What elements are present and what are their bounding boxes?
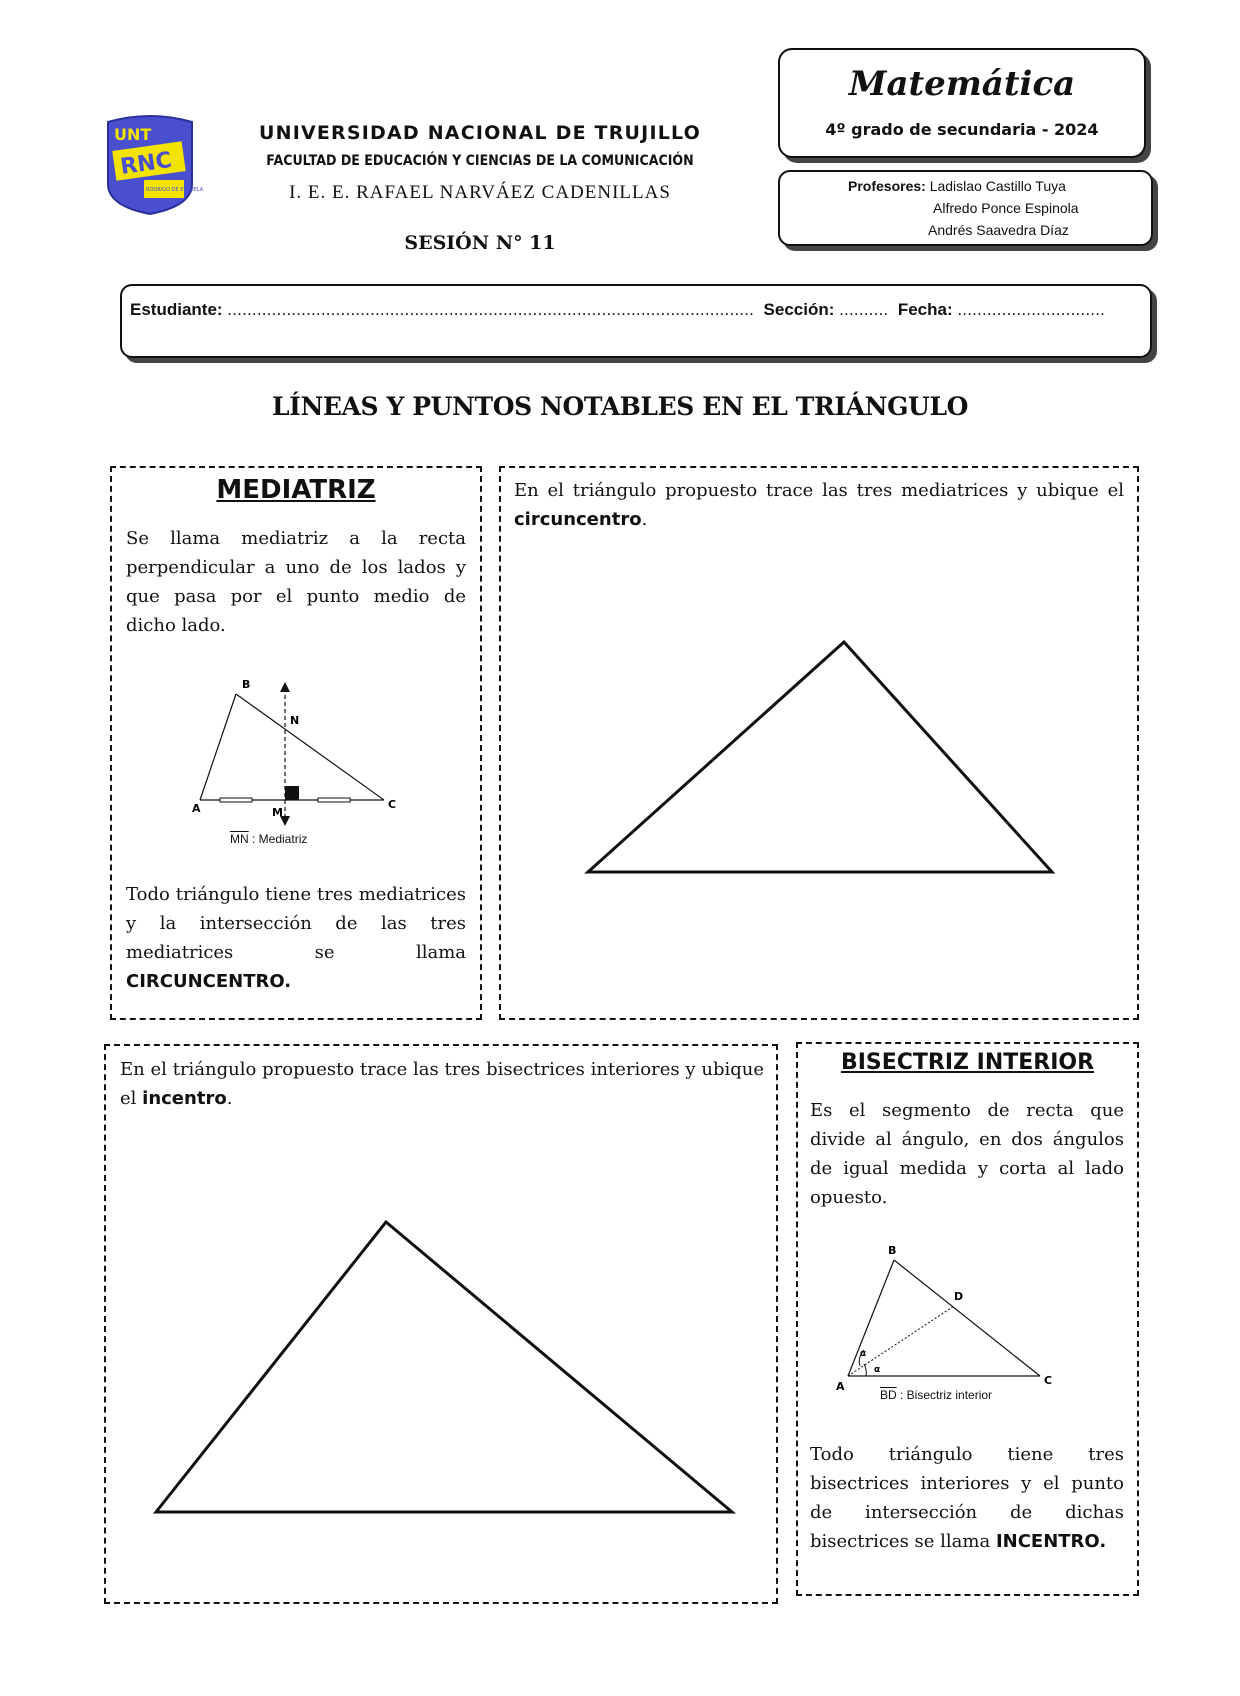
bisectriz-caption <box>880 1388 992 1402</box>
caption-segment: $\overline{BD}$ <box>880 1388 897 1402</box>
exercise-circuncentro-text <box>514 476 1124 534</box>
term: circuncentro <box>514 509 642 530</box>
page-title: LÍNEAS Y PUNTOS NOTABLES EN EL TRIÁNGULO <box>271 392 969 421</box>
caption-text: : Bisectriz interior <box>896 1388 993 1402</box>
student-label: Estudiante: <box>130 300 223 319</box>
label-b: B <box>242 678 251 691</box>
end-mark: . <box>226 1088 233 1109</box>
caption-segment: $\overline{MN}$ <box>230 832 249 846</box>
bisectriz-heading: BISECTRIZ INTERIOR <box>840 1050 1095 1075</box>
teacher-line-1 <box>848 178 1066 194</box>
label-d: D <box>954 1290 964 1303</box>
mediatriz-definition: Se llama mediatriz a la recta perpendicular a uno de los lados y que pasa por el punto medio de dicho lado. <box>126 528 466 636</box>
exercise-triangle-2[interactable] <box>154 1218 734 1514</box>
teacher-name: Andrés Saavedra Díaz <box>928 222 1069 238</box>
student-info-row <box>130 300 1105 320</box>
label-c: C <box>1044 1374 1053 1387</box>
session-number: SESIÓN N° 11 <box>404 232 556 254</box>
faculty-name: FACULTAD DE EDUCACIÓN Y CIENCIAS DE LA COMUNICACIÓN <box>266 153 694 169</box>
logo-text-top: UNT <box>114 125 152 144</box>
alpha-label: α <box>874 1365 881 1375</box>
instruction: En el triángulo propuesto trace las tres bisectrices interiores y ubique el <box>120 1059 764 1109</box>
label-a: A <box>192 802 201 815</box>
university-name: UNIVERSIDAD NACIONAL DE TRUJILLO <box>258 122 702 144</box>
term: incentro <box>142 1088 227 1109</box>
incentro-term: INCENTRO. <box>995 1531 1107 1552</box>
university-logo <box>104 114 204 216</box>
student-info-box <box>120 284 1152 358</box>
logo-text-small: RODRIGO DE ESCUELA <box>146 187 204 193</box>
closing-text: Todo triángulo tiene tres mediatrices y la intersección de las tres mediatrices se llama <box>126 884 466 963</box>
mediatriz-caption <box>230 832 307 846</box>
teacher-name: Alfredo Ponce Espinola <box>933 200 1079 216</box>
exercise-incentro-text <box>120 1055 764 1113</box>
mediatriz-closing <box>126 880 466 996</box>
school-name: I. E. E. RAFAEL NARVÁEZ CADENILLAS <box>289 182 671 203</box>
label-c: C <box>388 798 397 811</box>
end-mark: . <box>641 509 648 530</box>
student-field[interactable]: ........................................................................................................... <box>227 300 755 319</box>
logo-text-main: RNC <box>118 147 174 180</box>
section-label: Sección: <box>763 300 835 319</box>
alpha-label: α <box>860 1349 867 1359</box>
closing-text: Todo triángulo tiene tres bisectrices interiores y el punto de intersección de dichas bisectrices se llama <box>810 1444 1124 1552</box>
bisectriz-closing <box>810 1440 1124 1556</box>
exercise-triangle-1[interactable] <box>586 638 1054 874</box>
date-field[interactable]: .............................. <box>957 300 1106 319</box>
mediatriz-heading: MEDIATRIZ <box>216 475 376 505</box>
bisectriz-definition: Es el segmento de recta que divide al ángulo, en dos ángulos de igual medida y corta al lado opuesto. <box>810 1100 1124 1208</box>
teacher-name: Ladislao Castillo Tuya <box>929 178 1066 194</box>
label-b: B <box>888 1244 897 1257</box>
circuncentro-term: CIRCUNCENTRO. <box>126 971 292 992</box>
label-m: M <box>272 806 283 819</box>
caption-text: : Mediatriz <box>248 832 308 846</box>
bisectriz-figure <box>832 1238 1062 1398</box>
label-n: N <box>290 714 300 727</box>
label-a: A <box>836 1380 845 1393</box>
subject-title: Matemática <box>848 64 1076 104</box>
instruction: En el triángulo propuesto trace las tres mediatrices y ubique el <box>514 480 1124 501</box>
grade-label: 4º grado de secundaria - 2024 <box>825 120 1099 139</box>
date-label: Fecha: <box>897 300 953 319</box>
teachers-label: Profesores: <box>848 178 926 194</box>
section-field[interactable]: .......... <box>839 300 889 319</box>
